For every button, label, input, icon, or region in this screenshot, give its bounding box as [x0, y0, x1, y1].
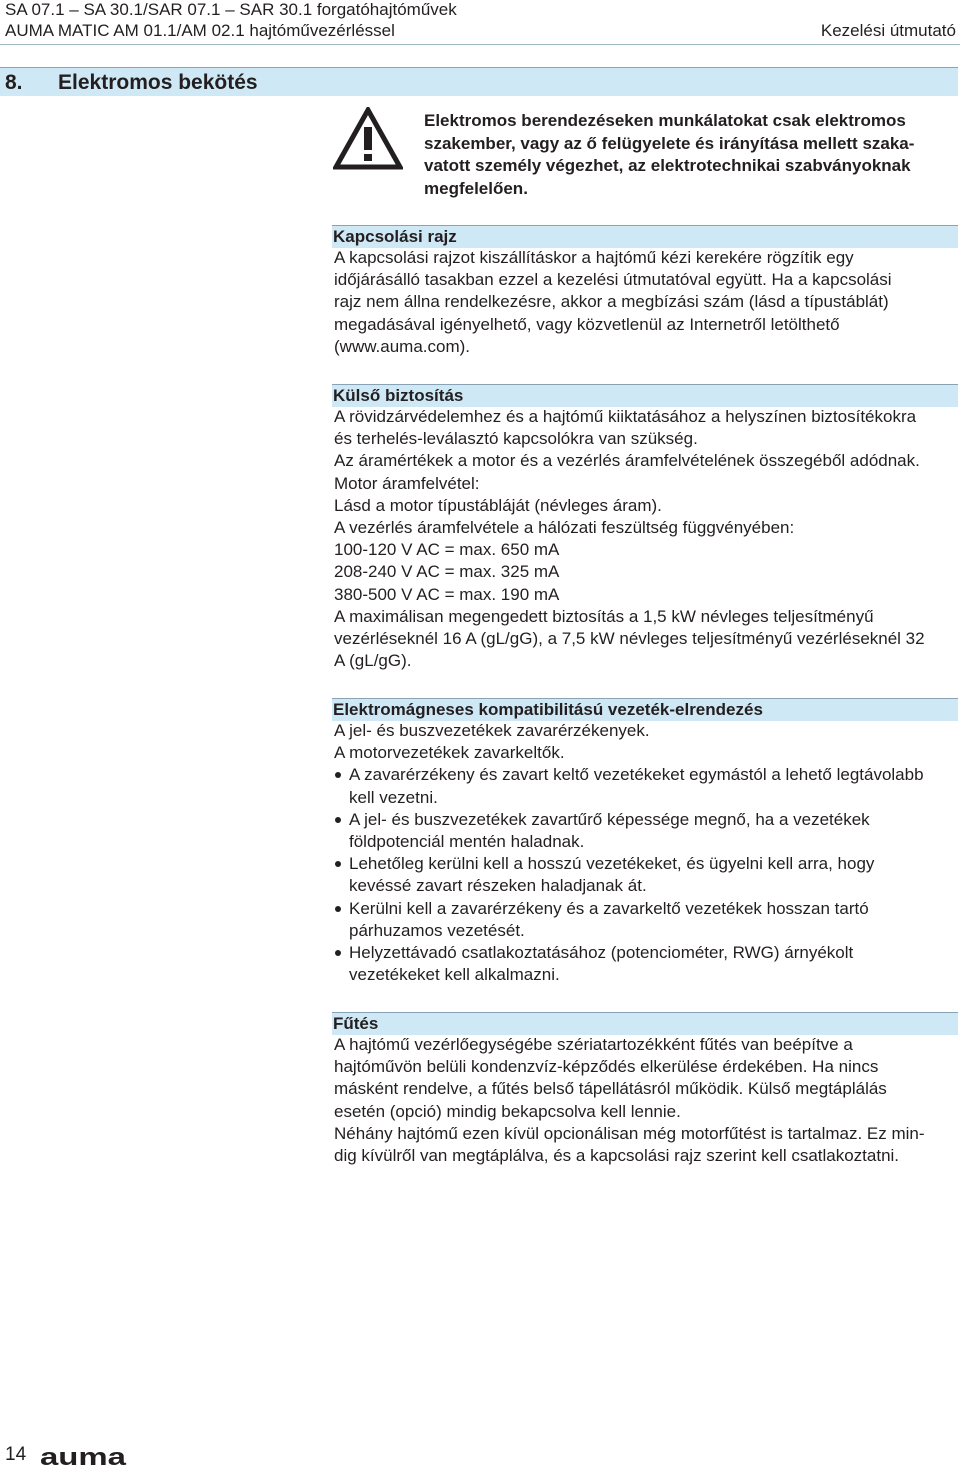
section-title: Fűtés [333, 1014, 379, 1033]
section-heading-heating [332, 1012, 958, 1035]
header-doc-type: Kezelési útmutató [820, 21, 956, 40]
paragraph-line: másként rendelve, a fűtés belső tápellátásról működik. Külső megtáplálás [334, 1079, 887, 1099]
list-item-line: Kerülni kell a zavarérzékeny és a zavarkeltő vezetékek hosszan tartó [349, 898, 869, 918]
voltage-current-value: 100-120 V AC = max. 650 mA [334, 540, 560, 560]
svg-text:auma: auma [40, 1447, 127, 1467]
warning-text [424, 110, 954, 200]
list-item [334, 764, 958, 808]
list-item-line: kell vezetni. [349, 787, 438, 807]
paragraph-line: A motorvezetékek zavarkeltők. [334, 743, 565, 763]
list-item [334, 898, 958, 942]
section-title: Külső biztosítás [333, 386, 464, 405]
paragraph-line: (www.auma.com). [334, 336, 471, 356]
list-item [334, 853, 958, 897]
section-body-emc [334, 720, 958, 986]
warning-line: vatott személy végezhet, az elektrotechnikai szabványoknak [424, 156, 911, 175]
paragraph-line: megadásával igényelhető, vagy közvetlenül az Internetről letölthető [334, 314, 840, 334]
list-item-line: Helyzettávadó csatlakoztatásához (potenciométer, RWG) árnyékolt [349, 943, 854, 963]
section-body-heating [334, 1034, 958, 1167]
section-heading-emc [332, 698, 958, 721]
list-item-line: földpotenciál mentén haladnak. [349, 832, 585, 852]
list-item-line: vezetékeket kell alkalmazni. [349, 965, 560, 985]
paragraph-line: Motor áramfelvétel: [334, 473, 480, 493]
paragraph-line: vezérléseknél 16 A (gL/gG), a 7,5 kW névleges teljesítményű vezérléseknél 32 [334, 629, 925, 649]
paragraph-line: A kapcsolási rajzot kiszállításkor a hajtómű kézi kerekére rögzítik egy [334, 248, 854, 267]
voltage-current-value: 380-500 V AC = max. 190 mA [334, 584, 560, 604]
list-item-line: A jel- és buszvezetékek zavartűrő képessége megnő, ha a vezetékek [349, 809, 870, 829]
paragraph-line: Lásd a motor típustábláját (névleges áram). [334, 495, 662, 515]
chapter-number: 8. [5, 71, 23, 94]
warning-line: megfelelően. [424, 178, 528, 198]
paragraph-line: rajz nem állna rendelkezésre, akkor a megbízási szám (lásd a típustáblát) [334, 292, 889, 312]
paragraph-line: A (gL/gG). [334, 651, 412, 671]
section-title: Elektromágneses kompatibilitású vezeték-elrendezés [333, 700, 763, 719]
list-item-line: kevéssé zavart részeken haladjanak át. [349, 876, 647, 896]
list-item-line: A zavarérzékeny és zavart keltő vezetékeket egymástól a lehető legtávolabb [349, 765, 924, 785]
list-item [334, 809, 958, 853]
voltage-current-value: 208-240 V AC = max. 325 mA [334, 562, 560, 582]
paragraph-line: Az áramértékek a motor és a vezérlés áramfelvételének összegéből adódnak. [334, 451, 920, 471]
header-title-line2: AUMA MATIC AM 01.1/AM 02.1 hajtóművezérléssel [5, 21, 395, 40]
paragraph-line: A hajtómű vezérlőegységébe szériatartozékként fűtés van beépítve a [334, 1035, 853, 1054]
paragraph-line: A vezérlés áramfelvétele a hálózati feszültség függvényében: [334, 518, 795, 538]
paragraph-line: és terhelés-leválasztó kapcsolókra van szükség. [334, 429, 698, 449]
paragraph-line: dig kívülről van megtáplálva, és a kapcsolási rajz szerint kell csatlakoztatni. [334, 1146, 900, 1166]
paragraph-line: esetén (opció) mindig bekapcsolva kell lennie. [334, 1101, 681, 1121]
paragraph-line: A rövidzárvédelemhez és a hajtómű kiiktatásához a helyszínen biztosítékokra [334, 407, 917, 426]
list-item-line: Lehetőleg kerülni kell a hosszú vezetékeket, és ügyelni kell arra, hogy [349, 854, 875, 874]
paragraph-line: Néhány hajtómű ezen kívül opcionálisan még motorfűtést is tartalmaz. Ez min- [334, 1123, 925, 1143]
auma-logo [40, 1447, 128, 1467]
header-divider [0, 44, 960, 45]
section-heading-fuse [332, 384, 958, 407]
emc-bullet-list [334, 764, 958, 986]
warning-line: szakember, vagy az ő felügyelete és irányítása mellett szaka- [424, 133, 915, 153]
list-item-line: párhuzamos vezetését. [349, 920, 525, 940]
section-heading-wiring [332, 225, 958, 248]
section-title: Kapcsolási rajz [333, 227, 457, 246]
chapter-heading [0, 67, 958, 96]
section-body-fuse [334, 406, 958, 672]
paragraph-line: időjárásálló tasakban ezzel a kezelési útmutatóval együtt. Ha a kapcsolási [334, 270, 892, 290]
paragraph-line: hajtóművön belüli kondenzvíz-képződés elkerülése érdekében. Ha nincs [334, 1057, 879, 1077]
section-body-wiring [334, 247, 958, 358]
warning-triangle-icon [333, 107, 403, 170]
list-item [334, 942, 958, 986]
paragraph-line: A jel- és buszvezetékek zavarérzékenyek. [334, 721, 650, 740]
header-title-line1: SA 07.1 – SA 30.1/SAR 07.1 – SAR 30.1 forgatóhajtóművek [5, 0, 457, 19]
chapter-title: Elektromos bekötés [58, 71, 258, 94]
paragraph-line: A maximálisan megengedett biztosítás a 1,5 kW névleges teljesítményű [334, 606, 874, 626]
page-number: 14 [5, 1444, 27, 1465]
warning-line: Elektromos berendezéseken munkálatokat csak elektromos [424, 111, 906, 130]
